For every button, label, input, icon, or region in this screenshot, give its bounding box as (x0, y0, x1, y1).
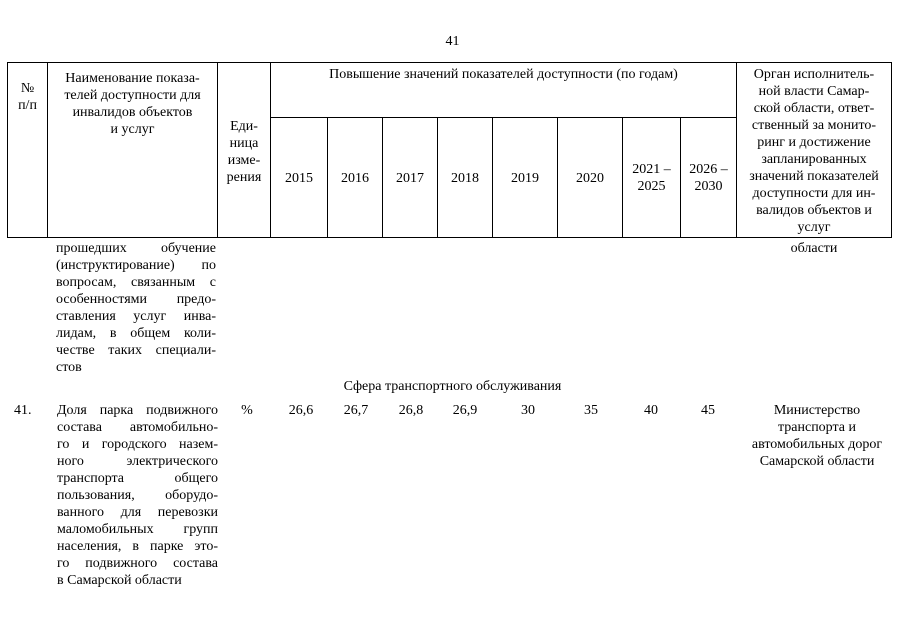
header-year-2021-2025: 2021 – 2025 (632, 162, 671, 194)
text-line: лидам, в общем коли- (56, 326, 216, 341)
row-unit: % (241, 403, 253, 418)
header-col-number: № п/п (18, 81, 37, 113)
header-col-organ: Орган исполнитель- ной власти Самар- ской области, ответ- ственный за монито- ринг и достижение запланированных значений показателей доступности для ин- валидов объектов и услуг (749, 67, 879, 235)
text-line: пользования, оборудо- (57, 488, 218, 503)
text-line: населения, в парке это- (57, 539, 218, 554)
text-line: стов (56, 360, 82, 375)
header-year-2026-2030: 2026 – 2030 (689, 162, 728, 194)
value-2017: 26,8 (398, 403, 424, 418)
header-year-2018: 2018 (451, 171, 479, 186)
text-line: в Самарской области (57, 573, 182, 588)
header-year-2019: 2019 (511, 171, 539, 186)
header-col-increase: Повышение значений показателей доступности (по годам) (329, 67, 678, 82)
value-2021-2025: 40 (644, 403, 658, 418)
continuation-name (56, 240, 216, 376)
header-year-2015: 2015 (285, 171, 313, 186)
text-line: (инструктирование) по (56, 258, 216, 273)
value-2018: 26,9 (452, 403, 478, 418)
header-divider (270, 62, 271, 238)
row-number: 41. (14, 403, 32, 418)
row-indicator-name (57, 402, 218, 589)
value-2019: 30 (521, 403, 535, 418)
text-line: Доля парка подвижного (57, 403, 218, 418)
header-col-unit: Еди- ница изме- рения (226, 119, 262, 185)
value-2015: 26,6 (288, 403, 314, 418)
value-2026-2030: 45 (701, 403, 715, 418)
text-line: вопросам, связанным с (56, 275, 216, 290)
header-bottom-border (7, 237, 892, 238)
text-line: прошедших обучение (56, 241, 216, 256)
text-line: автомобильных дорог (751, 437, 883, 452)
text-line: транспорта общего (57, 471, 218, 486)
text-line: ного электрического (57, 454, 218, 469)
header-year-2017: 2017 (396, 171, 424, 186)
header-mid-border (270, 117, 736, 118)
text-line: транспорта и (777, 420, 856, 435)
page-number: 41 (445, 34, 460, 49)
value-2020: 35 (584, 403, 598, 418)
row-responsible-organ (737, 402, 897, 470)
text-line: го и городского назем- (57, 437, 218, 452)
header-top-border (7, 62, 892, 63)
continuation-organ: области (790, 241, 838, 256)
text-line: го подвижного состава (57, 556, 218, 571)
text-line: Министерство (773, 403, 861, 418)
section-title: Сфера транспортного обслуживания (343, 379, 562, 394)
text-line: Самарской области (759, 454, 875, 469)
text-line: ванного для перевозки (57, 505, 218, 520)
text-line: особенностями предо- (56, 292, 216, 307)
text-line: ставления услуг инва- (56, 309, 216, 324)
text-line: состава автомобильно- (57, 420, 218, 435)
value-2016: 26,7 (343, 403, 369, 418)
header-year-2016: 2016 (341, 171, 369, 186)
header-year-2020: 2020 (576, 171, 604, 186)
text-line: маломобильных групп (57, 522, 218, 537)
header-divider (891, 62, 892, 238)
header-col-name: Наименование показа- телей доступности для инвалидов объектов и услуг (64, 71, 201, 137)
text-line: честве таких специали- (56, 343, 216, 358)
